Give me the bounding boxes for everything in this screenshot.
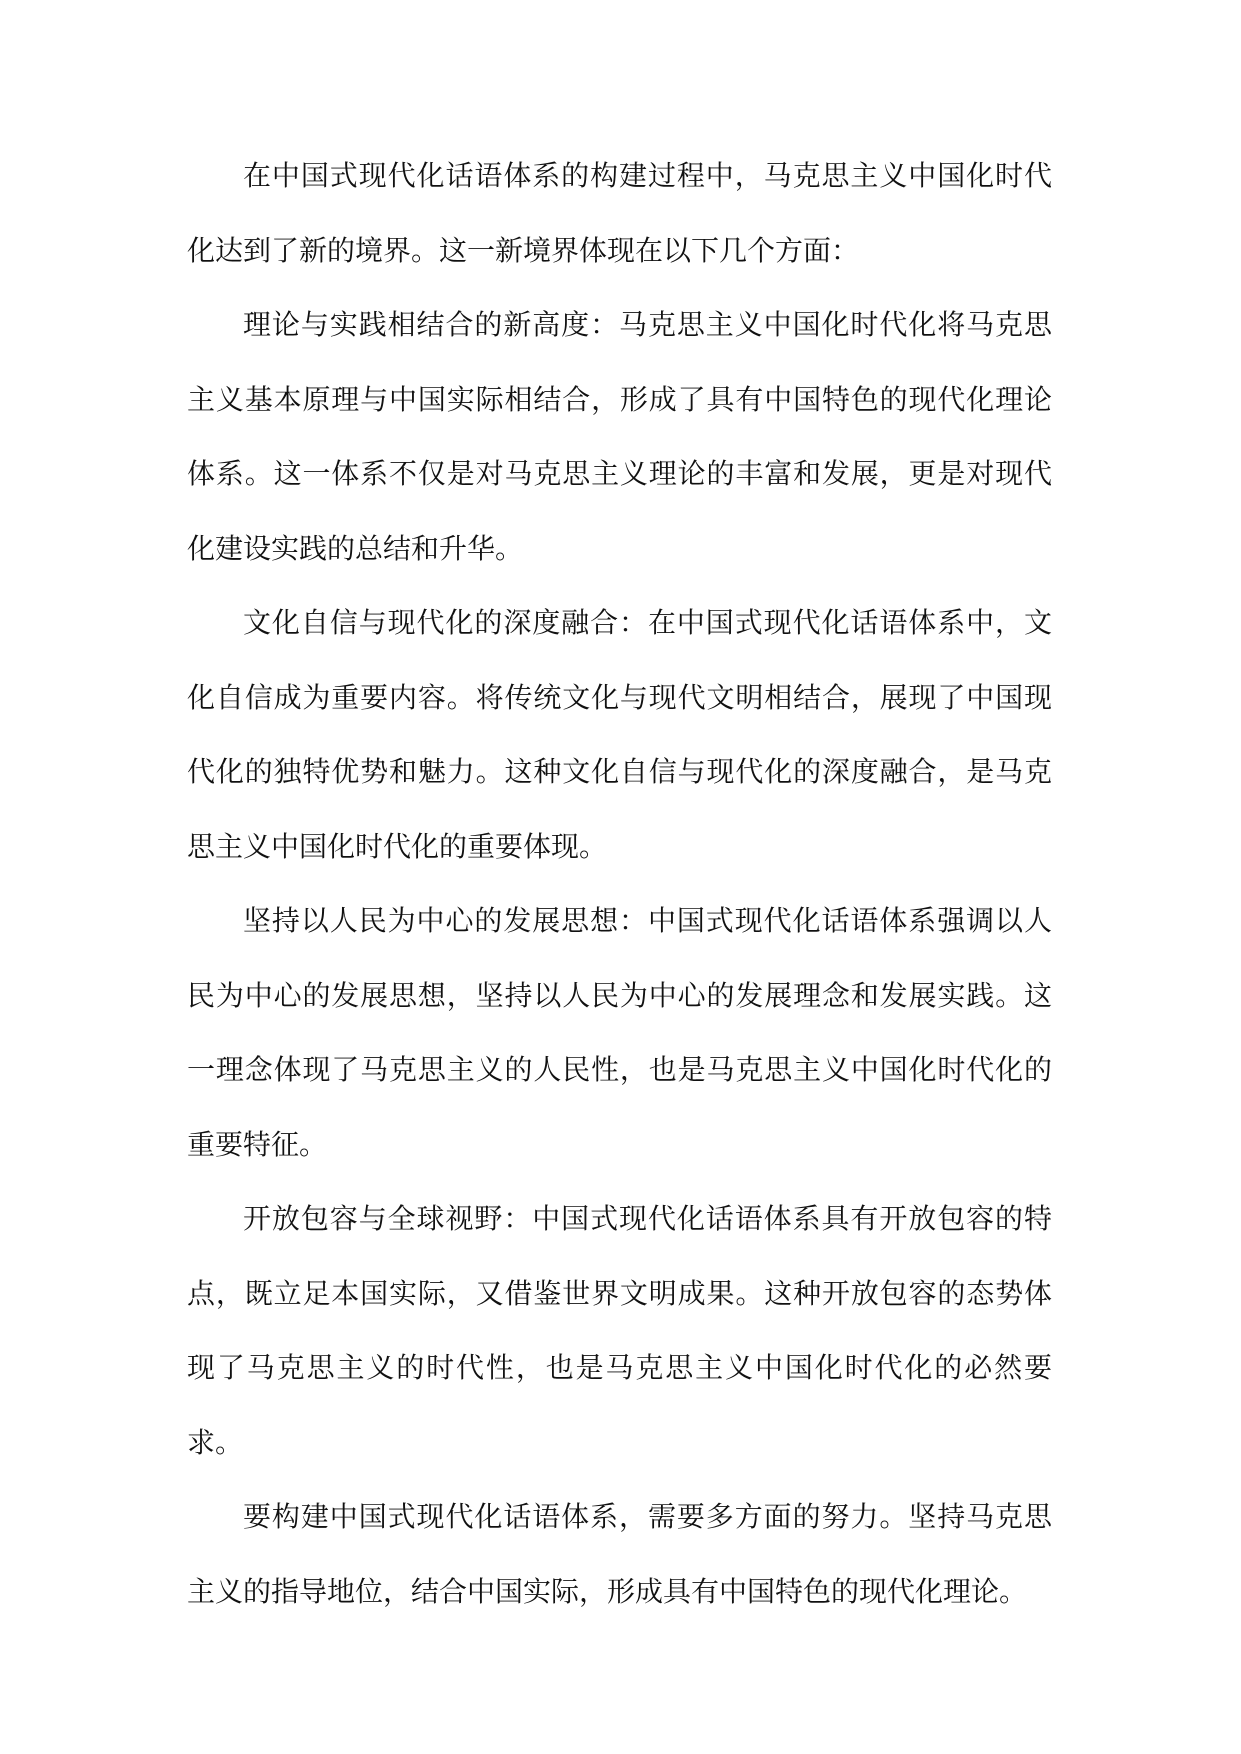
paragraph-people-centered: 坚持以人民为中心的发展思想：中国式现代化话语体系强调以人民为中心的发展思想，坚持以人民为中心的发展理念和发展实践。这一理念体现了马克思主义的人民性，也是马克思主义中国化时代化的重要特征。 bbox=[187, 904, 1052, 1161]
paragraph-cultural-confidence: 文化自信与现代化的深度融合：在中国式现代化话语体系中，文化自信成为重要内容。将传统文化与现代文明相结合，展现了中国现代化的独特优势和魅力。这种文化自信与现代化的深度融合，是马克思主义中国化时代化的重要体现。 bbox=[187, 606, 1052, 863]
paragraph-construction: 要构建中国式现代化话语体系，需要多方面的努力。坚持马克思主义的指导地位，结合中国实际，形成具有中国特色的现代化理论。 bbox=[187, 1500, 1052, 1608]
document-body bbox=[187, 139, 1052, 1629]
paragraph-theory-practice: 理论与实践相结合的新高度：马克思主义中国化时代化将马克思主义基本原理与中国实际相结合，形成了具有中国特色的现代化理论体系。这一体系不仅是对马克思主义理论的丰富和发展，更是对现代化建设实践的总结和升华。 bbox=[187, 308, 1052, 565]
paragraph-intro: 在中国式现代化话语体系的构建过程中，马克思主义中国化时代化达到了新的境界。这一新境界体现在以下几个方面： bbox=[187, 159, 1052, 267]
paragraph-openness: 开放包容与全球视野：中国式现代化话语体系具有开放包容的特点，既立足本国实际，又借鉴世界文明成果。这种开放包容的态势体现了马克思主义的时代性，也是马克思主义中国化时代化的必然要求。 bbox=[187, 1202, 1052, 1459]
